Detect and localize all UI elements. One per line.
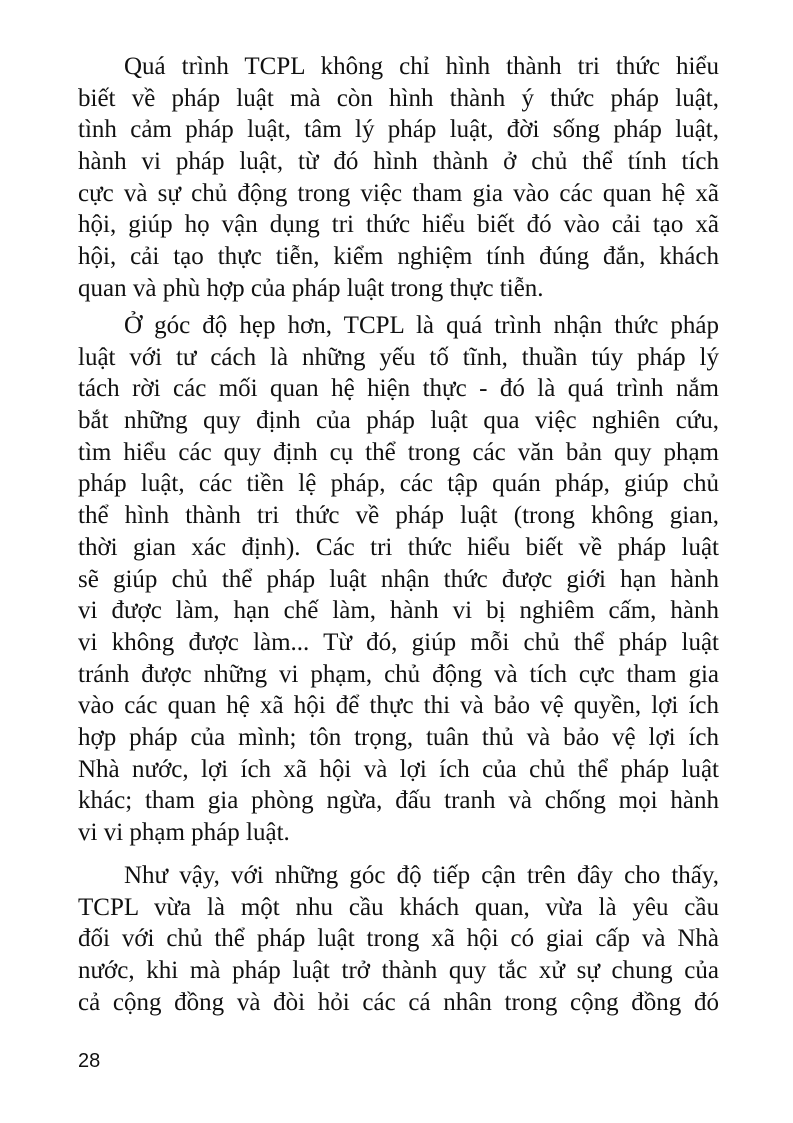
text-line: vi được làm, hạn chế làm, hành vi bị nghiêm cấm, hành [78,597,719,625]
text-line: Ở góc độ hẹp hơn, TCPL là quá trình nhận thức pháp [124,312,719,339]
text-line: đối với chủ thể pháp luật trong xã hội có giai cấp và Nhà [78,925,719,953]
text-line: pháp luật, các tiền lệ pháp, các tập quán pháp, giúp chủ [78,470,719,498]
text-line: TCPL vừa là một nhu cầu khách quan, vừa là yêu cầu [78,893,719,921]
text-line: vào các quan hệ xã hội để thực thi và bảo vệ quyền, lợi ích [78,692,719,720]
text-line: bắt những quy định của pháp luật qua việc nghiên cứu, [78,407,719,435]
text-line: hành vi pháp luật, từ đó hình thành ở chủ thể tính tích [78,148,719,176]
text-line: hội, cải tạo thực tiễn, kiểm nghiệm tính đúng đắn, khách [78,243,719,271]
text-line: sẽ giúp chủ thể pháp luật nhận thức được giới hạn hành [78,565,719,593]
text-line: tách rời các mối quan hệ hiện thực - đó là quá trình nắm [78,375,719,403]
text-line: hội, giúp họ vận dụng tri thức hiểu biết đó vào cải tạo xã [78,211,719,239]
paragraph-1 [78,51,719,305]
text-line: vi không được làm... Từ đó, giúp mỗi chủ thể pháp luật [78,628,719,656]
page-number: 28 [78,1050,101,1072]
text-line: Như vậy, với những góc độ tiếp cận trên đây cho thấy, [124,862,719,889]
text-line: quan và phù hợp của pháp luật trong thực tiễn. [78,274,544,302]
text-line: tìm hiểu các quy định cụ thể trong các văn bản quy phạm [78,438,719,466]
text-line: vi vi phạm pháp luật. [78,819,290,846]
text-line: khác; tham gia phòng ngừa, đấu tranh và chống mọi hành [78,787,719,815]
text-line: thể hình thành tri thức về pháp luật (trong không gian, [78,502,719,530]
paragraph-3 [78,860,719,1018]
text-line: biết về pháp luật mà còn hình thành ý thức pháp luật, [78,84,719,112]
text-line: thời gian xác định). Các tri thức hiểu biết về pháp luật [78,533,719,561]
text-line: cực và sự chủ động trong việc tham gia vào các quan hệ xã [78,179,719,207]
paragraph-2 [78,310,719,849]
text-line: hợp pháp của mình; tôn trọng, tuân thủ và bảo vệ lợi ích [78,723,719,751]
text-line: cả cộng đồng và đòi hỏi các cá nhân trong cộng đồng đó [78,988,719,1016]
text-line: Nhà nước, lợi ích xã hội và lợi ích của chủ thể pháp luật [78,755,719,783]
text-line: tránh được những vi phạm, chủ động và tích cực tham gia [78,660,719,688]
text-line: tình cảm pháp luật, tâm lý pháp luật, đời sống pháp luật, [78,116,719,144]
text-line: Quá trình TCPL không chỉ hình thành tri thức hiểu [124,53,719,80]
text-line: luật với tư cách là những yếu tố tĩnh, thuần túy pháp lý [78,343,719,371]
text-line: nước, khi mà pháp luật trở thành quy tắc xử sự chung của [78,957,719,985]
